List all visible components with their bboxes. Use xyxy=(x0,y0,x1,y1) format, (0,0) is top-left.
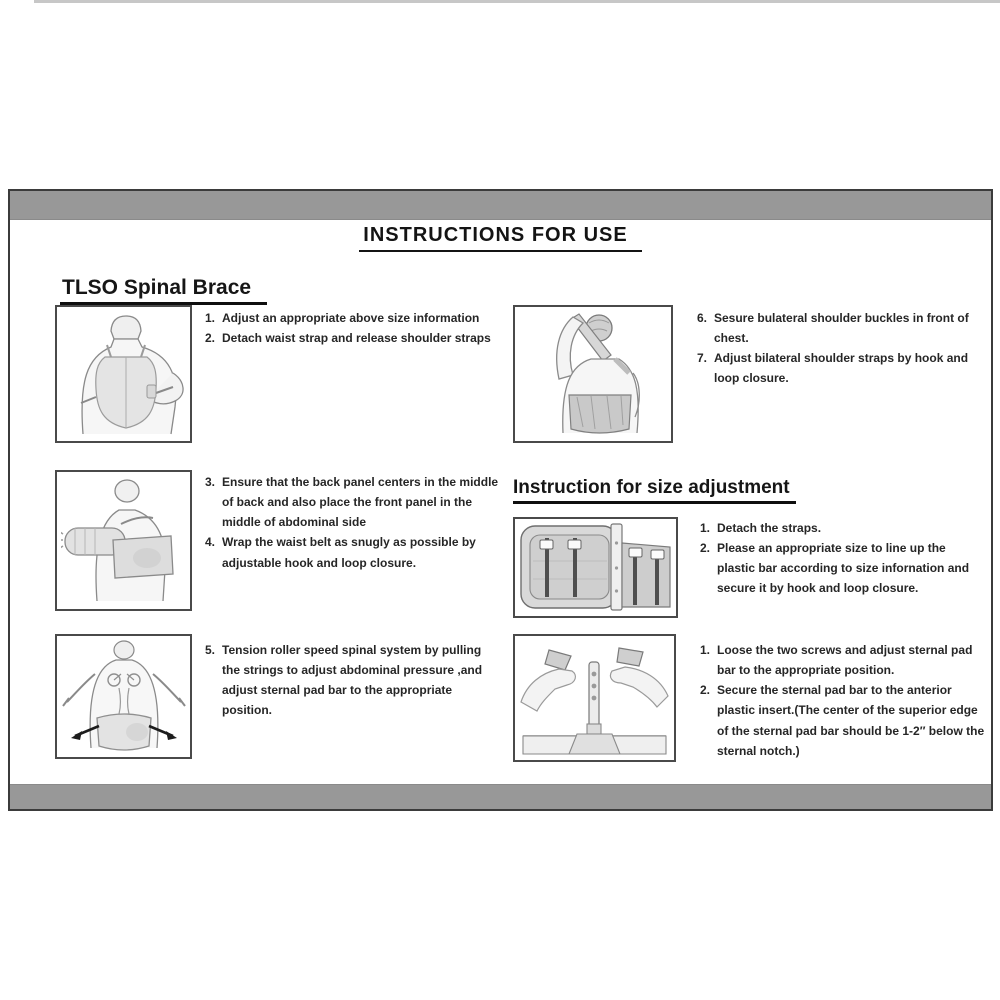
step-text: Detach the straps. xyxy=(717,521,822,535)
figure-box xyxy=(55,634,192,759)
title-row xyxy=(10,224,991,252)
step-number: 3. xyxy=(205,475,216,489)
figure-box xyxy=(55,305,192,443)
figure-pull-tension-strings xyxy=(61,640,186,753)
step-number: 7. xyxy=(697,351,708,366)
figure-wrap-waist-belt xyxy=(61,476,186,605)
instruction-group xyxy=(697,308,977,389)
step-text: Adjust an appropriate above size information xyxy=(222,311,480,325)
step-number: 2. xyxy=(205,331,216,346)
instruction-step xyxy=(700,680,986,761)
step-number: 1. xyxy=(205,311,216,325)
instruction-group xyxy=(205,308,497,348)
instruction-group xyxy=(205,472,503,573)
instruction-group xyxy=(700,640,986,761)
bottom-gray-bar xyxy=(10,784,991,809)
step-number: 2. xyxy=(700,683,711,698)
step-text: Sesure bulateral shoulder buckles in front of chest. xyxy=(714,311,969,346)
instruction-step xyxy=(205,640,497,721)
scan-edge-strip xyxy=(34,0,1000,3)
step-number: 6. xyxy=(697,311,708,325)
step-number: 2. xyxy=(700,541,711,556)
instruction-step xyxy=(205,308,497,328)
instruction-step xyxy=(697,308,977,348)
instruction-step xyxy=(700,538,978,598)
figure-box xyxy=(55,470,192,611)
section-heading-size-adjustment: Instruction for size adjustment xyxy=(513,477,796,504)
step-text: Loose the two screws and adjust sternal pad bar to the appropriate position. xyxy=(717,643,973,678)
step-text: Wrap the waist belt as snugly as possible by adjustable hook and loop closure. xyxy=(222,535,476,570)
figure-shoulder-strap-buckle xyxy=(519,311,667,437)
step-number: 5. xyxy=(205,643,216,657)
instruction-step xyxy=(700,518,978,538)
step-text: Please an appropriate size to line up the plastic bar according to size infornation and secure it by hook and loop closure. xyxy=(717,541,970,596)
step-number: 1. xyxy=(700,643,711,657)
step-text: Adjust bilateral shoulder straps by hook and loop closure. xyxy=(714,351,969,386)
instruction-step xyxy=(205,328,497,348)
step-number: 1. xyxy=(700,521,711,535)
instruction-group xyxy=(700,518,978,599)
figure-belt-size-markers xyxy=(519,523,672,612)
document-page xyxy=(8,189,993,811)
step-text: Detach waist strap and release shoulder straps xyxy=(222,331,491,346)
instruction-step xyxy=(697,348,977,388)
step-text: Secure the sternal pad bar to the anterior plastic insert.(The center of the superior edge of the sternal pad bar should be 1-2″ below the sternal notch.) xyxy=(717,683,985,758)
page-title: INSTRUCTIONS FOR USE xyxy=(359,224,641,252)
instruction-step xyxy=(205,532,503,572)
instruction-group xyxy=(205,640,497,721)
figure-box xyxy=(513,517,678,618)
instruction-step xyxy=(205,472,503,532)
top-gray-bar xyxy=(10,191,991,220)
step-number: 4. xyxy=(205,535,216,550)
step-text: Tension roller speed spinal system by pulling the strings to adjust abdominal pressure ,and adjust sternal pad bar to the appropriate position. xyxy=(222,643,483,718)
step-text: Ensure that the back panel centers in the middle of back and also place the front panel in the middle of abdominal side xyxy=(222,475,499,530)
section-heading-tlso: TLSO Spinal Brace xyxy=(60,276,267,305)
instruction-step xyxy=(700,640,986,680)
figure-brace-back-view xyxy=(61,311,186,437)
figure-box xyxy=(513,634,676,762)
figure-box xyxy=(513,305,673,443)
figure-sternal-pad-bar-screws xyxy=(519,640,670,756)
